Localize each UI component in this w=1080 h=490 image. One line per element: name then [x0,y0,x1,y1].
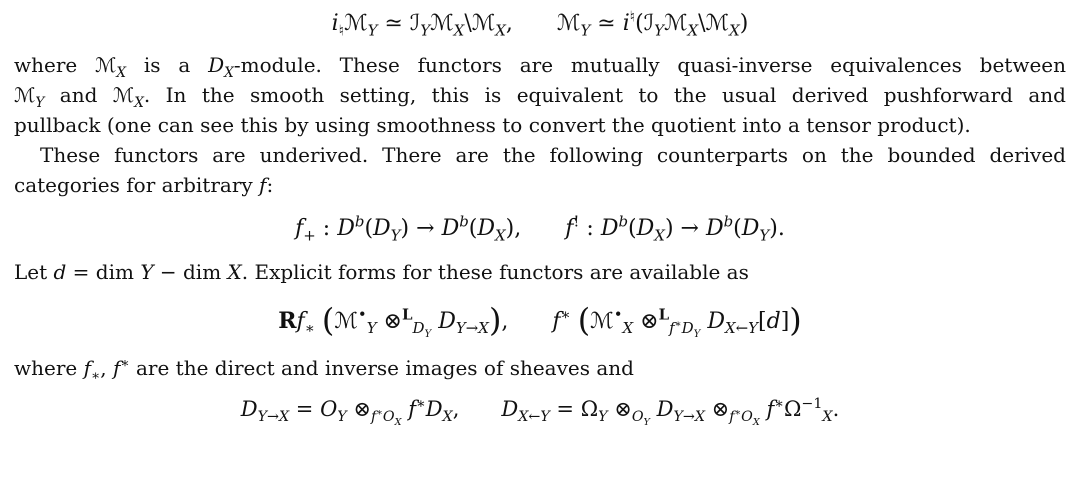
display-formula-explicit-forms: $Rf_∗$ (ℳ•$_Y$ ⊗$^L_{D_Y}$ $D_{Y\to X}$), f∗ (ℳ•$_X$ ⊗$^L_{f^∗D_Y}$ $D_{X\leftarrow Y}[d]$) [278,301,802,341]
display-formula-transfer-bimodules: $D_{Y\to X} = O_Y$ $\otimes_{f^∗O_X}$ $f^∗D_X$, $D_{X\leftarrow Y} = \Omega_Y$ $\otimes_{O_Y}$ $D_{Y\to X}$ $\otimes_{f^∗O_X}$ $f^∗\Omega^{-1}_X$. [240,396,840,429]
display-formula-restriction-equivalence: $i_♮ℳ_Y$ ≃ ℐ$_Y$ℳ$_X$\ℳ$_X$, ℳ$_Y$ ≃ i♮(ℐ$_Y$ℳ$_X$\ℳ$_X$) [331,7,749,40]
display-formula-derived-functors: $f_+$ : $D^b(D_Y) \to D^b(D_X)$, f! : $D^b(D_X) \to D^b(D_Y)$. [295,212,785,244]
para-where-module-line-2: ℳ$_Y$ and ℳ$_X$. In the smooth setting, this is equivalent to the usual derived pushforward and [14,82,1066,111]
para-let-d-line-1: Let d = dim Y − dim X. Explicit forms for these functors are available as [14,260,749,284]
para-where-module-line-3: pullback (one can see this by using smoothness to convert the quotient into a tensor product). [14,112,971,137]
para-underived-line-2: categories for arbitrary f: [14,172,274,197]
para-where-module-line-1: where ℳ$_X$ is a $D_X$-module. These functors are mutually quasi-inverse equivalences between [14,52,1067,81]
para-where-f-line-1: where $f_∗$, f∗ are the direct and inverse images of sheaves and [14,355,634,385]
para-underived-line-1: These functors are underived. There are the following counterparts on the bounded derived [40,142,1066,167]
